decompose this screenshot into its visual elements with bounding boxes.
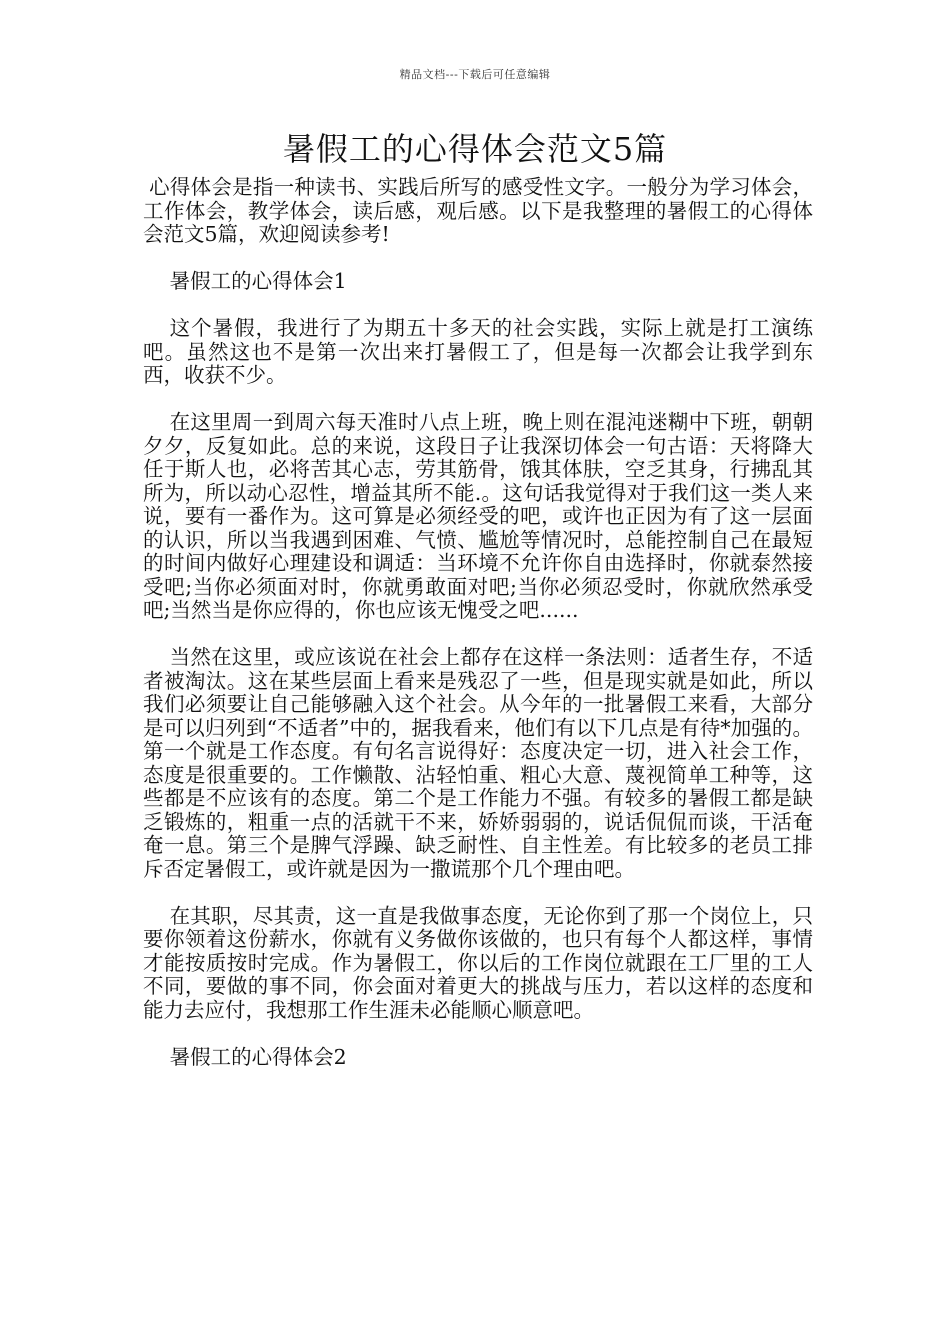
spacer bbox=[143, 623, 813, 647]
intro-paragraph: 心得体会是指一种读书、实践后所写的感受性文字。一般分为学习体会，工作体会，教学体会，读后感，观后感。以下是我整理的暑假工的心得体会范文5篇，欢迎阅读参考! bbox=[143, 175, 813, 246]
section-1-paragraph-4: 在其职，尽其责，这一直是我做事态度，无论你到了那一个岗位上，只要你领着这份薪水，你就有义务做你该做的，也只有每个人都这样，事情才能按质按时完成。作为暑假工，你以后的工作岗位就跟在工厂里的工人不同，要做的事不同，你会面对着更大的挑战与压力，若以这样的态度和能力去应付，我想那工作生涯未必能顺心顺意吧。 bbox=[143, 903, 813, 1022]
section-heading-1: 暑假工的心得体会1 bbox=[169, 269, 347, 293]
header-note: 精品文档---下载后可任意编辑 bbox=[399, 68, 551, 81]
page-title: 暑假工的心得体会范文5篇 bbox=[282, 130, 668, 168]
spacer bbox=[143, 294, 813, 318]
section-heading-2: 暑假工的心得体会2 bbox=[169, 1044, 347, 1069]
section-1-paragraph-1: 这个暑假，我进行了为期五十多天的社会实践，实际上就是打工演练吧。虽然这也不是第一次出来打暑假工了，但是每一次都会让我学到东西，收获不少。 bbox=[143, 316, 813, 387]
section-1-paragraph-2: 在这里周一到周六每天准时八点上班，晚上则在混沌迷糊中下班，朝朝夕夕，反复如此。总的来说，这段日子让我深切体会一句古语：天将降大任于斯人也，必将苦其心志，劳其筋骨，饿其体肤，空乏其身，行拂乱其所为，所以动心忍性，增益其所不能.。这句话我觉得对于我们这一类人来说，要有一番作为。这可算是必须经受的吧，或许也正因为有了这一层面的认识，所以当我遇到困难、气愤、尴尬等情况时，总能控制自己在最短的时间内做好心理建设和调适：当环境不允许你自由选择时，你就泰然接受吧;当你必须面对时，你就勇敢面对吧;当你必须忍受时，你就欣然承受吧;当然当是你应得的，你也应该无愧受之吧...... bbox=[143, 410, 813, 622]
section-1-paragraph-3: 当然在这里，或应该说在社会上都存在这样一条法则：适者生存，不适者被淘汰。这在某些层面上看来是残忍了一些，但是现实就是如此，所以我们必须要让自己能够融入这个社会。从今年的一批暑假工来看，大部分是可以归列到“不适者”中的，据我看来，他们有以下几点是有待*加强的。第一个就是工作态度。有句名言说得好：态度决定一切，进入社会工作，态度是很重要的。工作懒散、沾轻怕重、粗心大意、蔑视简单工种等，这些都是不应该有的态度。第二个是工作能力不强。有较多的暑假工都是缺乏锻炼的，粗重一点的活就干不来，娇娇弱弱的，说话侃侃而谈，干活奄奄一息。第三个是脾气浮躁、缺乏耐性、自主性差。有比较多的老员工排斥否定暑假工，或许就是因为一撒谎那个几个理由吧。 bbox=[143, 645, 813, 881]
document-body bbox=[143, 176, 813, 1069]
spacer bbox=[143, 1022, 813, 1046]
spacer bbox=[143, 881, 813, 905]
spacer bbox=[143, 388, 813, 412]
spacer bbox=[143, 247, 813, 271]
